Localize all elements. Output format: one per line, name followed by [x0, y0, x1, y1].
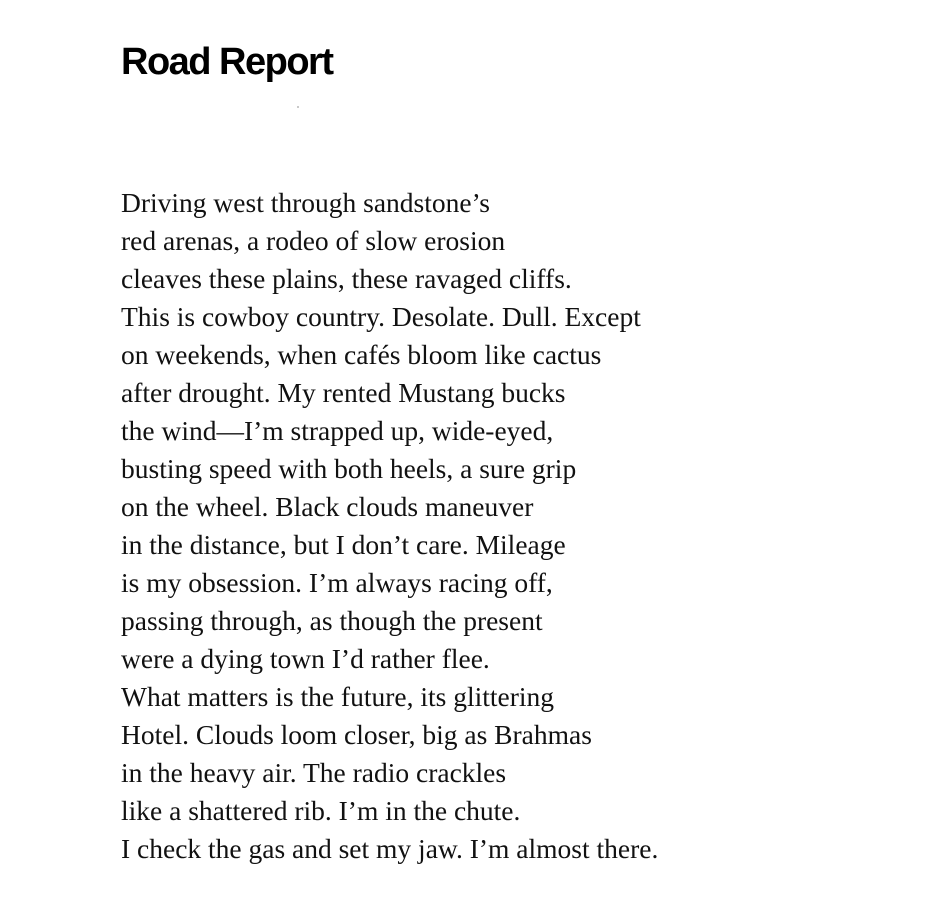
- poem-line: on weekends, when cafés bloom like cactus: [121, 339, 602, 370]
- poem-line: Driving west through sandstone’s: [121, 187, 490, 218]
- decorative-speck: [297, 106, 299, 108]
- poem-line: cleaves these plains, these ravaged cliffs.: [121, 263, 572, 294]
- poem-body: [121, 184, 658, 868]
- poem-line: I check the gas and set my jaw. I’m almost there.: [121, 833, 659, 864]
- poem-line: like a shattered rib. I’m in the chute.: [121, 795, 521, 826]
- poem-line: red arenas, a rodeo of slow erosion: [121, 225, 506, 256]
- poem-line: What matters is the future, its glittering: [121, 681, 555, 712]
- poem-line: were a dying town I’d rather flee.: [121, 643, 490, 674]
- poem-line: busting speed with both heels, a sure grip: [121, 453, 577, 484]
- poem-line: the wind—I’m strapped up, wide-eyed,: [121, 415, 554, 446]
- poem-line: after drought. My rented Mustang bucks: [121, 377, 566, 408]
- poem-line: is my obsession. I’m always racing off,: [121, 567, 553, 598]
- poem-line: Hotel. Clouds loom closer, big as Brahmas: [121, 719, 592, 750]
- poem-line: This is cowboy country. Desolate. Dull. Except: [121, 301, 641, 332]
- poem-line: in the heavy air. The radio crackles: [121, 757, 507, 788]
- poem-line: on the wheel. Black clouds maneuver: [121, 491, 534, 522]
- poem-title: Road Report: [121, 41, 333, 83]
- poem-line: in the distance, but I don’t care. Mileage: [121, 529, 566, 560]
- poem-line: passing through, as though the present: [121, 605, 543, 636]
